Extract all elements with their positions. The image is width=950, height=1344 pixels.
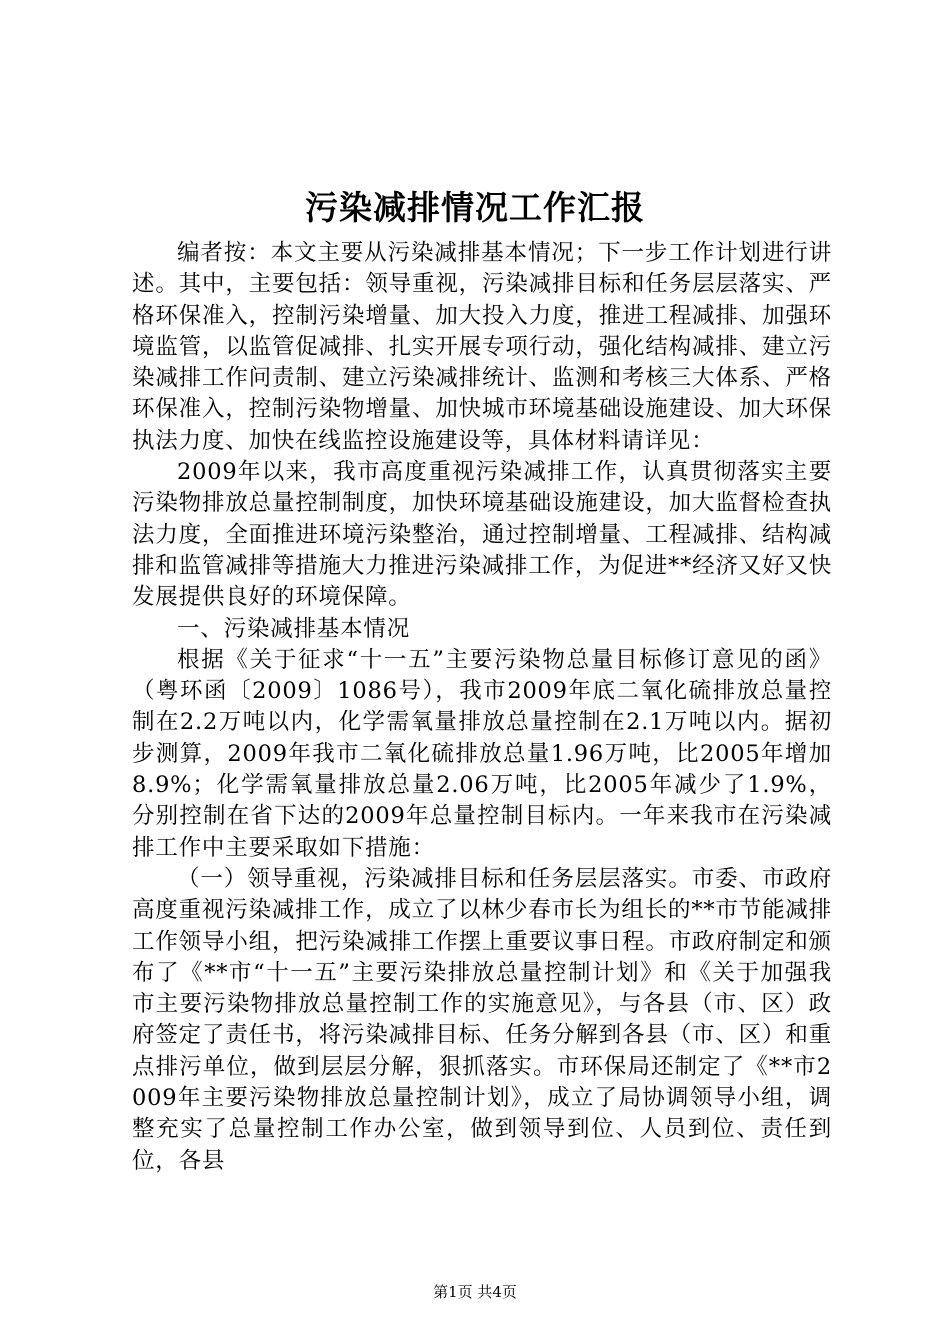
section-heading: 一、污染减排基本情况 — [177, 615, 411, 642]
page-footer: 第1页 共4页 — [433, 1283, 517, 1301]
editor-note-paragraph: 编者按：本文主要从污染减排基本情况；下一步工作计划进行讲述。其中，主要包括：领导重视，污染减排目标和任务层层落实、严格环保准入，控制污染增量、加大投入力度，推进工程减排、加强环境监管，以监管促减排、扎实开展专项行动，强化结构减排、建立污染减排工作问责制、建立污染减排统计、监测和考核三大体系、严格环保准入，控制污染物增量、加快城市环境基础设施建设、加大环保执法力度、加快在线监控设施建设等，具体材料请详见： — [132, 240, 832, 454]
measure-one-paragraph: （一）领导重视，污染减排目标和任务层层落实。市委、市政府高度重视污染减排工作，成立了以林少春市长为组长的**市节能减排工作领导小组，把污染减排工作摆上重要议事日程。市政府制定和颁布了《**市“十一五”主要污染排放总量控制计划》和《关于加强我市主要污染物排放总量控制工作的实施意见》，与各县（市、区）政府签定了责任书，将污染减排目标、任务分解到各县（市、区）和重点排污单位，做到层层分解，狠抓落实。市环保局还制定了《**市2009年主要污染物排放总量控制计划》，成立了局协调领导小组，调整充实了总量控制工作办公室，做到领导到位、人员到位、责任到位，各县 — [132, 865, 832, 1174]
basic-situation-paragraph: 根据《关于征求“十一五”主要污染物总量目标修订意见的函》（粤环函〔2009〕1086号），我市2009年底二氧化硫排放总量控制在2.2万吨以内，化学需氧量排放总量控制在2.1万吨以内。据初步测算，2009年我市二氧化硫排放总量1.96万吨，比2005年增加8.9%；化学需氧量排放总量2.06万吨，比2005年减少了1.9%，分别控制在省下达的2009年总量控制目标内。一年来我市在污染减排工作中主要采取如下措施： — [132, 646, 832, 861]
intro-paragraph: 2009年以来，我市高度重视污染减排工作，认真贯彻落实主要污染物排放总量控制制度，加快环境基础设施建设，加大监督检查执法力度，全面推进环境污染整治，通过控制增量、工程减排、结构减排和监管减排等措施大力推进污染减排工作，为促进**经济又好又快发展提供良好的环境保障。 — [132, 459, 832, 611]
document-body — [132, 238, 832, 1177]
document-title: 污染减排情况工作汇报 — [305, 188, 645, 227]
